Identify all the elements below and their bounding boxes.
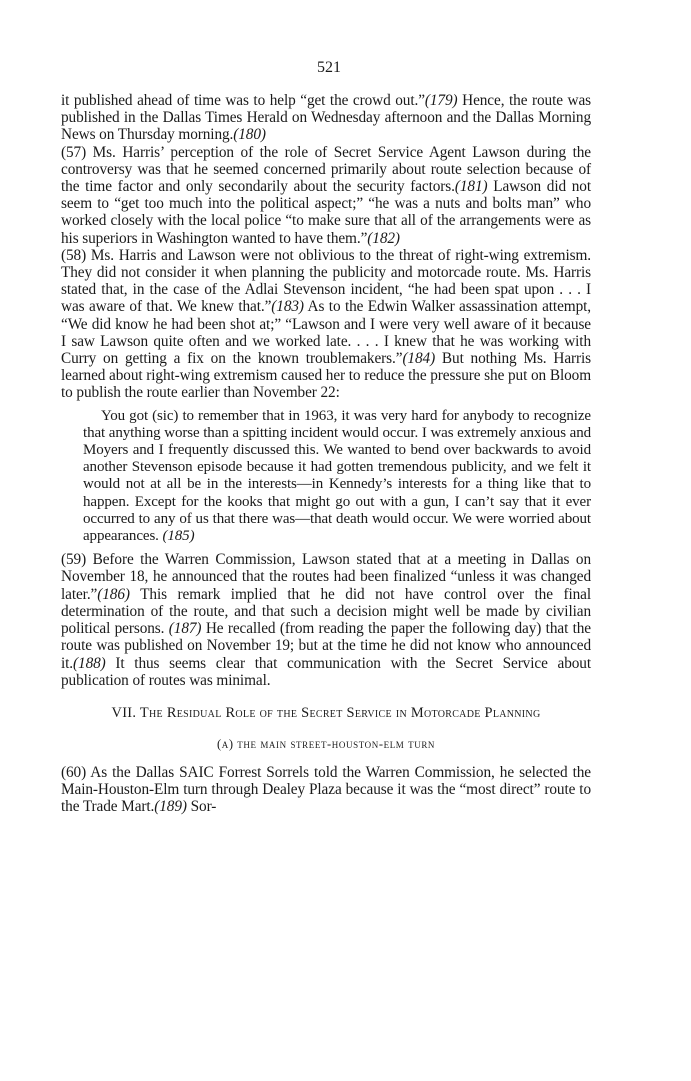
paragraph-number: (57) [61,143,87,161]
paragraph-text: This remark implied that he did not have control over the final determination of the route, and that such a decision might well be made by civilian political persons. [61,585,591,638]
document-page [61,58,591,816]
footnote-ref: (182) [367,229,400,247]
paragraph-number: (60) [61,763,87,781]
footnote-ref: (188) [73,654,106,672]
block-quote [83,408,591,546]
paragraph-text: Lawson did not seem to “get too much into the political aspect;” “he was a nuts and bolts man” who worked closely with the local police “to make sure that all of the arrangements were as his superiors in Washington wanted to have them.” [61,178,592,247]
paragraph-text: But nothing Ms. Harris learned about right-wing extremism caused her to reduce the pressure she put on Bloom to publish the route earlier than November 22: [61,350,591,402]
paragraph-text: Ms. Harris’ perception of the role of Secret Service Agent Lawson during the controversy was that he seemed concerned primarily about route selection because of the time factor and only secondarily about the security factors. [61,143,591,196]
page-number: 521 [317,59,341,76]
paragraph-text: Hence, the route was published in the Dallas Times Herald on Wednesday afternoon and the Dallas Morning News on Thursday morning. [61,92,591,144]
paragraph-text: As to the Edwin Walker assassination attempt, “We did know he had been shot at;” “Lawson and I were very well aware of it because I saw Lawson quite often and we worked late. . . . I knew that he was working with Curry on getting a fix on the known troublemakers.” [61,298,591,368]
paragraph-text: He recalled (from reading the paper the following day) that the route was published on November 19; but at the time he did not know who announced it. [61,620,591,672]
paragraph-text: Sor- [186,798,217,816]
paragraph-number: (58) [61,246,87,264]
footnote-ref: (183) [271,298,304,316]
paragraph-text: It thus seems clear that communication with the Secret Service about publication of routes was minimal. [61,654,591,689]
section-heading: VII. The Residual Role of the Secret Service in Motorcade Planning [111,704,541,721]
paragraph-text: Before the Warren Commission, Lawson stated that at a meeting in Dallas on November 18, he announced that the routes had been finalized “unless it was changed later.” [61,551,591,603]
paragraph-number: (59) [61,551,87,569]
footnote-ref: (179) [424,92,458,109]
paragraph-text: it published ahead of time was to help “get the crowd out.” [61,92,425,109]
footnote-ref: (185) [162,528,195,545]
paragraph-57 [61,144,591,247]
footnote-ref: (181) [454,178,488,196]
paragraph-intro [61,92,591,144]
footnote-ref: (189) [154,798,187,816]
footnote-ref: (184) [402,350,436,368]
paragraph-58 [61,247,591,402]
footnote-ref: (187) [168,620,202,638]
paragraph-59 [61,551,591,689]
paragraph-text: As the Dallas SAIC Forrest Sorrels told the Warren Commission, he selected the Main-Houston-Elm turn through Dealey Plaza because it was the “most direct” route to the Trade Mart. [61,763,591,816]
subsection-heading: (a) the main street-houston-elm turn [216,736,436,751]
paragraph-60 [61,764,591,816]
footnote-ref: (186) [97,585,130,603]
footnote-ref: (180) [233,126,266,144]
paragraph-text: Ms. Harris and Lawson were not oblivious to the threat of right-wing extremism. They did not consider it when planning the publicity and motorcade route. Ms. Harris stated that, in the case of the Adlai Stevenson incident, “he had been spat upon . . . I was aware of that. We knew that.” [61,246,591,316]
quote-text: You got (sic) to remember that in 1963, it was very hard for anybody to recognize that anything worse than a spitting incident would occur. I was extremely anxious and Moyers and I frequently discussed this. We wanted to bend over backwards to avoid another Stevenson episode because it had gotten tremendous publicity, and we felt it would not at all be in the interests—in Kennedy’s interests for a thing like that to happen. Except for the kooks that might go out with a gun, I can’t say that it ever occurred to any of us that there was—that death would occur. We were worried about appearances. [83,407,591,545]
